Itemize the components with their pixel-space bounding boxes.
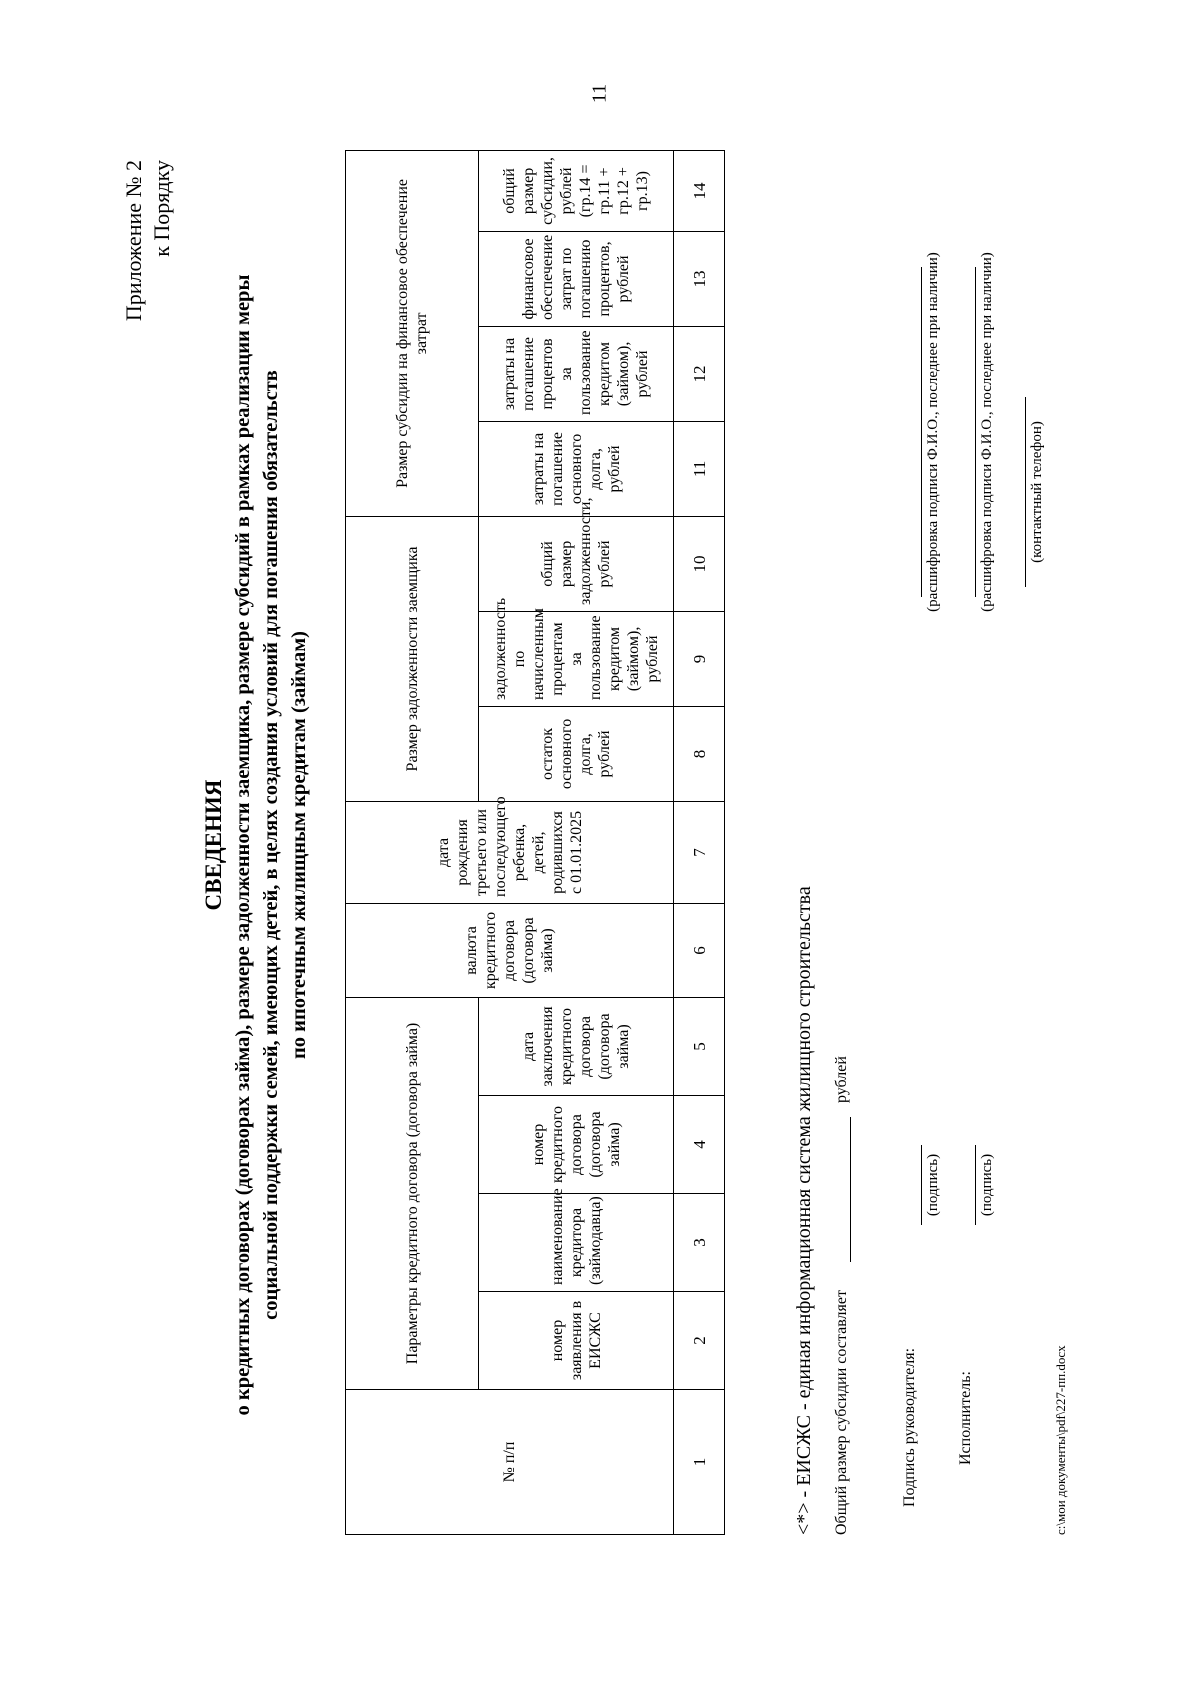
document-heading [200,155,312,1535]
executor-decode-caption: (расшифровка подписи Ф.И.О., последнее при наличии) [979,252,995,612]
header-col-11: затраты на погашение основного долга, рублей [479,421,674,516]
column-number: 2 [674,1292,725,1390]
executor-signature-label: Исполнитель: [957,1371,974,1465]
header-col-14: общий размер субсидии, рублей (гр.14 = гр.11 + гр.12 + гр.13) [479,150,674,231]
head-signature-label: Подпись руководителя: [901,1347,918,1507]
column-number: 7 [674,801,725,903]
landscape-content [95,105,1100,1645]
header-col-2: номер заявления в ЕИСЖС [479,1292,674,1390]
head-signature-caption: (подпись) [925,1153,941,1217]
column-number: 12 [674,326,725,421]
header-col-10: общий размер задолженности, рублей [479,516,674,611]
column-number: 1 [674,1390,725,1535]
header-group-credit-params: Параметры кредитного договора (договора займа) [346,997,479,1389]
column-number: 10 [674,516,725,611]
appendix-line-1: Приложение № 2 [121,160,146,322]
subsidy-table [345,150,725,1535]
table-column-numbers-row [674,150,725,1534]
appendix-line-2: к Порядку [149,160,174,257]
header-col-3: наименование кредитора (займодавца) [479,1194,674,1292]
column-number: 9 [674,611,725,706]
header-col-9: задолженность по начисленным процентам за пользование кредитом (займом), рублей [479,611,674,706]
executor-decode-line [975,267,976,597]
executor-signature-line [975,1145,976,1225]
header-col-8: остаток основного долга, рублей [479,706,674,801]
appendix-reference [120,160,176,321]
contact-phone-line [1025,397,1026,587]
header-group-subsidy: Размер субсидии на финансовое обеспечение затрат [346,150,479,516]
head-signature-line [921,1145,922,1225]
document-title: СВЕДЕНИЯ [201,779,226,911]
contact-phone-caption: (контактный телефон) [1029,421,1045,563]
total-subsidy-label: Общий размер субсидии составляет [833,1290,850,1535]
header-col-12: затраты на погашение процентов за пользование кредитом (займом), рублей [479,326,674,421]
total-subsidy-row [833,1056,851,1535]
column-number: 6 [674,903,725,997]
document-subtitle-line-2: социальной поддержки семей, имеющих детей, в целях создания условий для погашения обязательств [260,370,282,1320]
head-decode-caption: (расшифровка подписи Ф.И.О., последнее при наличии) [925,252,941,612]
head-decode-line [921,267,922,597]
column-number: 11 [674,421,725,516]
header-col-13: финансовое обеспечение затрат по погашению процентов, рублей [479,231,674,326]
header-col-1: № п/п [346,1390,674,1535]
table-header-row-1 [346,150,479,1534]
total-subsidy-unit: рублей [833,1056,850,1104]
header-col-7: дата рождения третьего или последующего ребенка, детей, родившихся с 01.01.2025 [346,801,674,903]
header-group-debt: Размер задолженности заемщика [346,516,479,801]
executor-signature-caption: (подпись) [979,1153,995,1217]
header-col-6: валюта кредитного договора (договора займа) [346,903,674,997]
header-col-5: дата заключения кредитного договора (договора займа) [479,997,674,1095]
column-number: 4 [674,1096,725,1194]
column-number: 8 [674,706,725,801]
file-path: c:\мои документы\pdf\227-пп.docx [1053,1345,1068,1535]
footnote: <*> - ЕИСЖС - единая информационная система жилищного строительства [793,886,815,1535]
column-number: 14 [674,150,725,231]
column-number: 13 [674,231,725,326]
document-subtitle-line-1: о кредитных договорах (договорах займа), размере задолженности заемщика, размере субсидий в рамках реализации меры [232,274,254,1416]
document-subtitle-line-3: по ипотечным жилищным кредитам (займам) [288,631,310,1059]
total-subsidy-blank [836,1117,851,1262]
page-number: 11 [588,83,611,104]
column-number: 5 [674,997,725,1095]
header-col-4: номер кредитного договора (договора займа) [479,1096,674,1194]
column-number: 3 [674,1194,725,1292]
